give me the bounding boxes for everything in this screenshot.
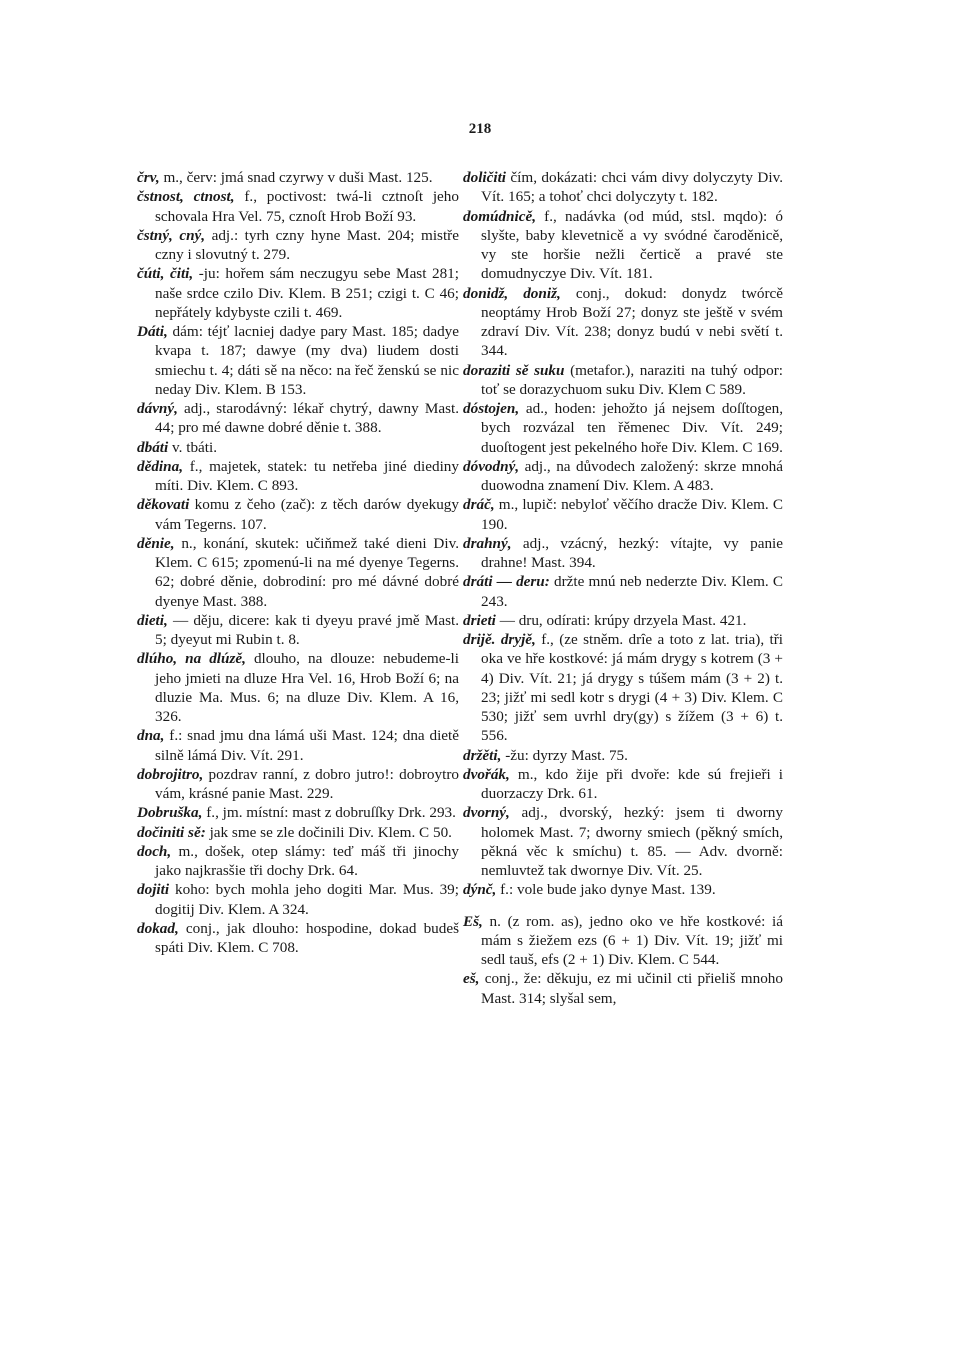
entry-headword: donidž, doniž, (463, 284, 561, 302)
dictionary-entry (137, 649, 459, 726)
entry-text: n., konání, skutek: učiňmež také dieni Div. Klem. C 615; zpomenú-li na mé dyenye Tegerns. 62; dobré děnie, dobrodiní: pro mé dávné dobré dyenye Mast. 388. (155, 534, 459, 610)
entry-text: conj., že: děkuju, ez mi učinil cti přieliš mnoho Mast. 314; slyšal sem, (479, 970, 783, 1007)
dictionary-entry (137, 457, 459, 496)
entry-text: v. tbáti. (168, 438, 218, 456)
entry-headword: dbáti (137, 438, 169, 456)
entry-headword: doraziti sě suku (463, 361, 565, 379)
entry-headword: dráč, (463, 496, 495, 514)
entry-text: dlouho, na dlouze: nebudeme-li jeho jmieti na dluze Hra Vel. 16, Hrob Boží 6; na dluzie Ma. Mus. 6; na dluze Div. Klem. A 16, 326. (155, 650, 459, 725)
entry-text: f., poctivost: twá-li cztnoſt jeho schovala Hra Vel. 75, cznoſt Hrob Boží 93. (155, 188, 459, 225)
entry-headword: dóstojen, (463, 400, 520, 417)
entry-headword: dráti — deru: (463, 573, 550, 591)
entry-text: m., červ: jmá snad czyrwy v duši Mast. 125. (159, 169, 433, 186)
entry-headword: dieti, (137, 611, 168, 629)
dictionary-entry (137, 842, 459, 881)
dictionary-entry (463, 457, 783, 496)
dictionary-entry (463, 765, 783, 804)
dictionary-entry (137, 168, 459, 187)
entry-text: m., došek, otep slámy: teď máš tři jinochy jako najkrasšie tři dochy Drk. 64. (155, 842, 459, 879)
entry-text: f., nadávka (od múd, stsl. mqdo): ó slyšte, baby klevetnicě a vy svódné čarodě​nicě, vy ste horšie nežli čerticě a pravé ste domudnyczye Div. Vít. 181. (481, 207, 783, 283)
entry-headword: čstnost, ctnost, (137, 188, 235, 206)
entry-text: f.: snad jmu dna lámá uši Mast. 124; dna dietě silně lámá Div. Vít. 291. (155, 727, 459, 764)
dictionary-entry (463, 284, 783, 361)
entry-text: čím, dokázati: chci vám divy dolyczyty Div. Vít. 165; a tohoť chci dolyczyty t. 182. (481, 169, 783, 206)
entry-headword: dojiti (137, 881, 170, 899)
entry-text: adj., dvorský, hezký: jsem ti dworny holomek Mast. 7; dworny smiech (pěkný smích, pěkná věc k smíchu) t. 85. — Adv. dvorně: nemluvtež tak dwornye Div. Vít. 25. (481, 804, 783, 879)
entry-headword: dědina, (137, 457, 183, 475)
entry-headword: dobrojitro, (137, 765, 204, 783)
entry-text: komu z čeho (zač): z těch darów dyekugy vám Tegerns. 107. (155, 496, 459, 533)
entry-headword: čúti, čiti, (137, 265, 194, 283)
entry-headword: doličiti (463, 169, 507, 186)
dictionary-entry (463, 572, 783, 611)
dictionary-entry (463, 534, 783, 573)
entry-text: — dru, odírati: krúpy drzyela Mast. 421. (495, 611, 747, 629)
entry-text: jak sme se zle dočinili Div. Klem. C 50. (205, 823, 452, 841)
entry-headword: děnie, (137, 534, 175, 552)
entry-text: ad., hoden: jehožto já nejsem doſſtogen, bych rozvázal ten řěmenec Div. Vít. 249; duoſtogent jest pekelného hoře Div. Klem. C 169. (481, 400, 783, 456)
dictionary-entry (463, 746, 783, 765)
dictionary-entry (137, 534, 459, 611)
dictionary-entry (137, 187, 459, 226)
entry-text: adj.: tyrh czny hyne Mast. 204; mistře czny i slovutný t. 279. (155, 226, 459, 263)
entry-headword: dokad, (137, 919, 179, 937)
entry-text: držte mnú neb nederzte Div. Klem. C 243. (481, 573, 783, 610)
entry-text: conj., dokud: donydz twórcě neoptámy Hrob Boží 27; donyz ste ještě v svém zdraví Div. Vít. 238; donyz budú v nebi světí t. 344. (481, 284, 783, 360)
dictionary-entry (463, 803, 783, 880)
dictionary-entry (463, 207, 783, 284)
entry-text: m., lupič: nebyloť věčího dracže Div. Klem. C 190. (481, 496, 783, 533)
entry-headword: dávný, (137, 400, 178, 417)
dictionary-entry (463, 361, 783, 400)
entry-headword: dočiniti sě: (137, 823, 206, 841)
entry-text: adj., starodávný: lékař chytrý, dawny Mast. 44; pro mé dawne dobré děnie t. 388. (155, 400, 459, 437)
entry-text: -žu: dyrzy Mast. 75. (501, 746, 628, 764)
dictionary-entry (137, 823, 459, 842)
dictionary-entry (463, 969, 783, 1008)
dictionary-entry (137, 611, 459, 650)
left-column (137, 168, 459, 957)
entry-headword: dna, (137, 727, 165, 745)
entry-headword: čstný, cný, (137, 226, 206, 244)
entry-headword: děkovati (137, 496, 190, 514)
entry-text: m., kdo žije při dvoře: kde sú frejieři i duorzaczy Drk. 61. (481, 765, 783, 802)
dictionary-entry (463, 495, 783, 534)
entry-text: adj., na důvodech založený: skrze mnohá duowodna znamení Div. Klem. A 483. (481, 457, 783, 494)
entry-text: f., majetek, statek: tu netřeba jiné diediny míti. Div. Klem. C 893. (155, 457, 459, 494)
entry-headword: domúdnicě, (463, 207, 536, 225)
entry-headword: drahný, (463, 534, 512, 552)
dictionary-entry (137, 803, 459, 822)
dictionary-entry (463, 399, 783, 457)
dictionary-entry (137, 226, 459, 265)
entry-headword: Eš, (463, 912, 483, 930)
entry-headword: drieti (463, 611, 496, 629)
entry-text: dám: téjť lacniej dadye pary Mast. 185; dadye kvapa t. 187; dawye (my dva) liudem dosti smiechu t. 4; dáti sě na něco: na řeč ženskú se nic neday Div. Klem. B 153. (155, 323, 459, 398)
entry-text: — děju, dicere: kak ti dyeyu pravé jmě Mast. 5; dyeyut mi Rubin t. 8. (155, 611, 459, 648)
dictionary-entry (463, 912, 783, 970)
entry-headword: drijě. dryjě, (463, 631, 536, 648)
entry-headword: dvořák, (463, 765, 510, 783)
entry-text: conj., jak dlouho: hospodine, dokad budeš spáti Div. Klem. C 708. (155, 919, 459, 956)
dictionary-entry (463, 630, 783, 746)
entry-text: -ju: hořem sám neczugyu sebe Mast 281; naše srdce czilo Div. Klem. B 251; czigi t. C 46; nepřátely kdybyste czili t. 469. (155, 265, 459, 321)
dictionary-entry (463, 168, 783, 207)
dictionary-entry (137, 919, 459, 958)
entry-text: (metafor.), naraziti na tuhý odpor: toť se dorazychuom suku Div. Klem C 589. (481, 361, 784, 398)
dictionary-entry (137, 726, 459, 765)
dictionary-entry (137, 438, 459, 457)
entry-headword: dlúho, na dlúzě, (137, 650, 246, 668)
entry-headword: dýnč, (463, 881, 497, 899)
entry-text: f.: vole bude jako dynye Mast. 139. (496, 881, 716, 899)
entry-text: f., jm. místní: mast z dobruſſky Drk. 293. (202, 804, 456, 822)
dictionary-entry (137, 765, 459, 804)
entry-headword: Dáti, (137, 323, 168, 340)
entry-headword: Dobruška, (137, 804, 203, 822)
dictionary-entry (137, 264, 459, 322)
dictionary-entry (463, 880, 783, 899)
entry-text: pozdrav ranní, z dobro jutro!: dobroytro vám, krásné panie Mast. 229. (155, 765, 459, 802)
dictionary-entry (137, 495, 459, 534)
entry-headword: dvorný, (463, 804, 510, 822)
entry-headword: črv, (137, 169, 160, 186)
entry-text: koho: bych mohla jeho dogiti Mar. Mus. 39; dogitij Div. Klem. A 324. (155, 881, 459, 918)
page-number: 218 (468, 121, 492, 137)
entry-text: f., (ze stněm. drîe a toto z lat. tria), tři oka ve hře kostkové: já mám drygy s kotrem (3 + 4) Div. Vít. 21; já drygy s túšem mám (3 + 2) t. 23; jižť mi sedl kotr s drygi (4 + 3) Div. Klem. C 530; jižť sem uvrhl dry(gy) s žížem (3 + 6) t. 556. (481, 631, 783, 745)
right-column (463, 168, 783, 1008)
dictionary-entry (463, 611, 783, 630)
entry-headword: doch, (137, 842, 172, 860)
entry-text: n. (z rom. as), jedno oko ve hře kostkové: iá mám s žiežem ezs (6 + 1) Div. Vít. 19; jižť mi sedl tauš, efs (2 + 1) Div. Klem. C 544. (481, 912, 783, 968)
entry-headword: dóvodný, (463, 457, 520, 475)
dictionary-entry (137, 880, 459, 919)
entry-headword: držěti, (463, 746, 502, 764)
entry-text: adj., vzácný, hezký: vítajte, vy panie drahne! Mast. 394. (481, 534, 783, 571)
dictionary-entry (137, 322, 459, 399)
entry-headword: eš, (463, 970, 480, 988)
dictionary-entry (137, 399, 459, 438)
